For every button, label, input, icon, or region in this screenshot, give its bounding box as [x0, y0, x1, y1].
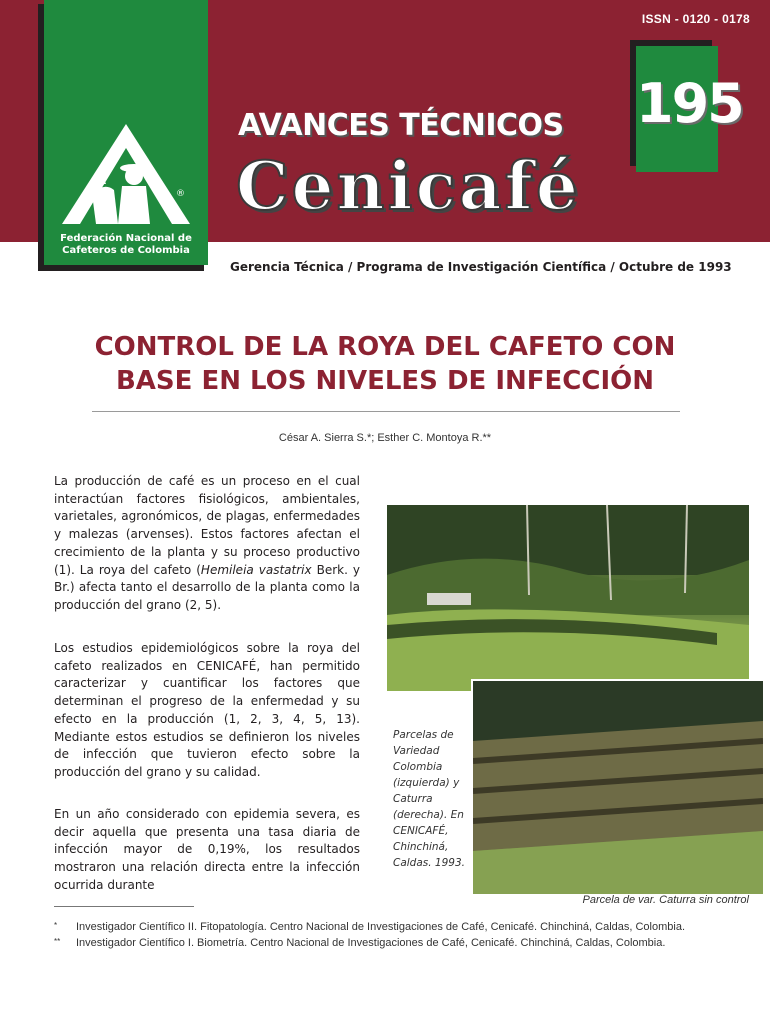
species-name: Hemileia vastatrix: [200, 562, 312, 577]
article-title: [60, 330, 710, 398]
footnote-2: [54, 937, 665, 949]
coffee-plots-photo-art: [387, 505, 749, 691]
footnote-2-text: Investigador Científico I. Biometría. Centro Nacional de Investigaciones de Café, Cenicafé. Chinchiná, Caldas, Colombia.: [76, 937, 666, 949]
caturra-plot-photo: [471, 679, 765, 896]
issue-number: 195: [636, 72, 743, 135]
series-title: AVANCES TÉCNICOS: [238, 108, 564, 143]
footnote-1-mark: *: [54, 921, 58, 930]
footnote-1-text: Investigador Científico II. Fitopatología. Centro Nacional de Investigaciones de Café, Cenicafé. Chinchiná, Caldas, Colombia.: [76, 921, 686, 933]
footnote-1: [54, 921, 685, 933]
paragraph-intro: [54, 473, 360, 615]
article-title-line1: CONTROL DE LA ROYA DEL CAFETO CON: [94, 332, 676, 362]
coffee-plots-photo: [387, 505, 749, 691]
paragraph-intro-text-b: Berk. y Br.) afecta tanto el desarrollo de la planta como la producción del grano (2, 5).: [54, 562, 360, 612]
footnote-2-mark: **: [54, 937, 61, 946]
federation-name-line2: Cafeteros de Colombia: [62, 245, 190, 256]
photos-side-caption: Parcelas de Variedad Colombia (izquierda) y Caturra (derecha). En CENICAFÉ, Chinchiná, Caldas. 1993.: [393, 729, 465, 869]
title-divider: [92, 411, 680, 412]
footnote-divider: [54, 906, 194, 907]
federation-name-line1: Federación Nacional de: [60, 233, 192, 244]
issn-number: ISSN - 0120 - 0178: [641, 12, 750, 26]
paragraph-epidemic: En un año considerado con epidemia severa, es decir aquella que presenta una tasa diaria de infección mayor de 0,19%, los resultados mostraron una relación directa entre la infección ocurrida durante: [54, 807, 360, 892]
publication-subheader: Gerencia Técnica / Programa de Investigación Científica / Octubre de 1993: [230, 260, 732, 274]
cenicafe-brand: Cenicafé: [236, 147, 581, 225]
svg-text:®: ®: [176, 189, 185, 199]
mountain-farmer-mule-logo: [62, 124, 190, 224]
federation-name: [50, 233, 202, 257]
caturra-plot-photo-art: [473, 681, 763, 894]
paragraph-intro-text-a: La producción de café es un proceso en el cual interactúan factores fisiológicos, ambientales, varietales, agronómicos, de plagas, enfermedades y malezas (arvenses). Estos factores afectan el crecimiento de la planta y su proceso productivo (1). La roya del cafeto (: [54, 474, 360, 577]
authors: César A. Sierra S.*; Esther C. Montoya R.**: [278, 432, 492, 444]
article-title-line2: BASE EN LOS NIVELES DE INFECCIÓN: [115, 366, 655, 396]
paragraph-studies: Los estudios epidemiológicos sobre la roya del cafeto realizados en CENICAFÉ, han permitido caracterizar y cuantificar los factores que determinan el progreso de la enfermedad y su efecto en la producción (1, 2, 3, 4, 5, 13). Mediante estos estudios se definieron los niveles de infección que tuvieron efecto sobre la producción del grano y su calidad.: [54, 641, 360, 779]
caturra-photo-caption: Parcela de var. Caturra sin control: [582, 894, 749, 906]
